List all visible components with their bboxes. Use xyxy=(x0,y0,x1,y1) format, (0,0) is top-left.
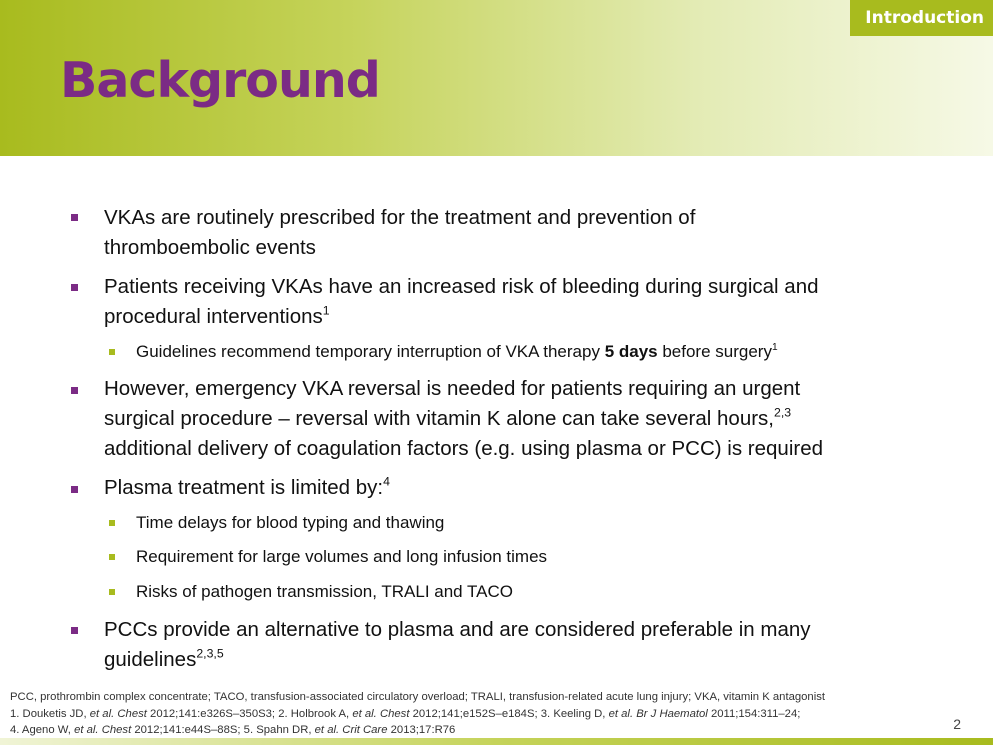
bullet-line: PCCs provide an alternative to plasma and are considered preferable in many xyxy=(104,618,811,641)
reference-superscript: 2,3 xyxy=(774,405,792,420)
bullet-line: VKAs are routinely prescribed for the treatment and prevention of xyxy=(104,206,696,229)
bullet-marker xyxy=(71,486,78,493)
reference-superscript: 2,3,5 xyxy=(196,646,224,661)
sub-bullet-marker xyxy=(109,349,115,355)
emphasis-text: 5 days xyxy=(604,342,658,361)
bullet-marker xyxy=(71,214,78,221)
bullet-line: guidelines$^{2,3,5}$ xyxy=(104,646,224,671)
footnotes xyxy=(10,689,940,739)
bullet-text xyxy=(104,615,811,675)
bullet-text xyxy=(104,203,695,263)
section-tag: Introduction xyxy=(850,0,993,36)
bullet-text: Plasma treatment is limited by:$^4$ xyxy=(104,474,390,499)
bullet-line: surgical procedure – reversal with vitamin K alone can take several hours,$^{2,3}$ xyxy=(104,405,792,430)
bullet-marker xyxy=(71,387,78,394)
bullet-line: thromboembolic events xyxy=(104,236,316,259)
reference-superscript: 1 xyxy=(322,303,330,318)
sub-bullet-text: Risks of pathogen transmission, TRALI and TACO xyxy=(136,582,514,601)
bullet-text xyxy=(104,272,819,332)
bullet-line: additional delivery of coagulation factors (e.g. using plasma or PCC) is required xyxy=(104,437,824,460)
sub-bullet-marker xyxy=(109,589,115,595)
bottom-accent-bar xyxy=(0,738,993,745)
bullet-marker xyxy=(71,284,78,291)
references-line: 4. Ageno W, et al. Chest 2012;141:e44S–88S; 5. Spahn DR, et al. Crit Care 2013;17:R76 xyxy=(10,724,456,736)
sub-bullet-marker xyxy=(109,520,115,526)
bullet-text xyxy=(104,374,823,464)
sub-bullet-text: Guidelines recommend temporary interruption of VKA therapy 5 days before surgery$^1$ xyxy=(136,341,778,361)
sub-bullet-marker xyxy=(109,554,115,560)
bullet-line: However, emergency VKA reversal is needed for patients requiring an urgent xyxy=(104,377,801,400)
reference-superscript: 4 xyxy=(383,474,390,489)
bullet-line: Patients receiving VKAs have an increased risk of bleeding during surgical and xyxy=(104,275,819,298)
sub-bullet-text: Time delays for blood typing and thawing xyxy=(136,513,445,532)
references-line: 1. Douketis JD, et al. Chest 2012;141:e326S–350S3; 2. Holbrook A, et al. Chest 2012;141;e152S–e184S; 3. Keeling D, et al. Br J Haematol 2011;154:311–24; xyxy=(10,707,801,720)
bullet-line: procedural interventions$^1$ xyxy=(104,303,330,328)
reference-superscript: 1 xyxy=(771,341,778,353)
page-number: 2 xyxy=(953,716,961,732)
sub-bullet-text: Requirement for large volumes and long infusion times xyxy=(136,547,548,566)
page-title: Background xyxy=(60,52,380,109)
bullet-marker xyxy=(71,627,78,634)
abbreviations: PCC, prothrombin complex concentrate; TACO, transfusion-associated circulatory overload; TRALI, transfusion-related acute lung injury; VKA, vitamin K antagonist xyxy=(10,691,826,703)
